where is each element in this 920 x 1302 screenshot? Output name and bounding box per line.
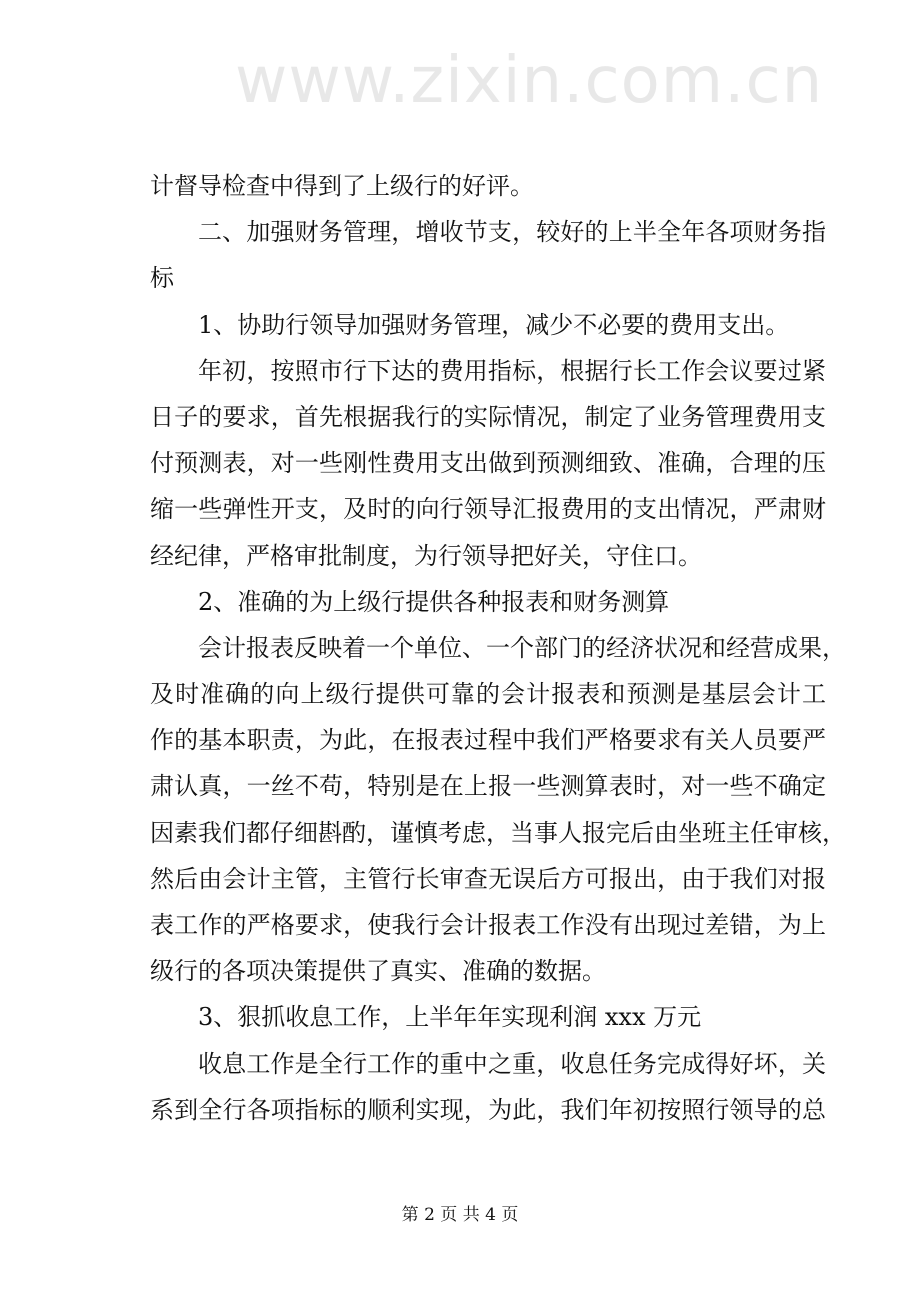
text-line: 标 [150, 264, 174, 293]
text-line: 然后由会计主管，主管行长审查无误后方可报出，由于我们对报 [150, 864, 826, 893]
document-body [150, 163, 846, 1133]
text-line: 级行的各项决策提供了真实、准确的数据。 [150, 957, 606, 986]
text-line: 系到全行各项指标的顺利实现，为此，我们年初按照行领导的总 [150, 1095, 826, 1124]
text-line: 及时准确的向上级行提供可靠的会计报表和预测是基层会计工 [150, 680, 826, 709]
text-line: 1、协助行领导加强财务管理，减少不必要的费用支出。 [198, 310, 790, 339]
text-line: 因素我们都仔细斟酌，谨慎考虑，当事人报完后由坐班主任审核， [150, 818, 846, 847]
watermark: www.zixin.com.cn [235, 44, 824, 118]
text-line: 3、狠抓收息工作，上半年年实现利润 xxx 万元 [198, 1003, 702, 1032]
text-line: 年初，按照市行下达的费用指标，根据行长工作会议要过紧 [198, 356, 826, 385]
text-line: 经纪律，严格审批制度，为行领导把好关，守住口。 [150, 541, 702, 570]
text-line: 会计报表反映着一个单位、一个部门的经济状况和经营成果， [198, 633, 846, 662]
text-line: 二、加强财务管理，增收节支，较好的上半全年各项财务指 [198, 218, 826, 247]
text-line: 缩一些弹性开支，及时的向行领导汇报费用的支出情况，严肃财 [150, 495, 826, 524]
text-line: 肃认真，一丝不苟，特别是在上报一些测算表时，对一些不确定 [150, 772, 826, 801]
text-line: 作的基本职责，为此，在报表过程中我们严格要求有关人员要严 [150, 726, 826, 755]
text-line: 付预测表，对一些刚性费用支出做到预测细致、准确，合理的压 [150, 449, 826, 478]
text-line: 2、准确的为上级行提供各种报表和财务测算 [198, 587, 670, 616]
page-footer: 第 2 页 共 4 页 [401, 1205, 519, 1225]
text-line: 表工作的严格要求，使我行会计报表工作没有出现过差错，为上 [150, 911, 826, 939]
text-line: 收息工作是全行工作的重中之重，收息任务完成得好坏，关 [198, 1049, 826, 1078]
text-line: 日子的要求，首先根据我行的实际情况，制定了业务管理费用支 [150, 402, 826, 431]
text-line: 计督导检查中得到了上级行的好评。 [150, 172, 534, 200]
